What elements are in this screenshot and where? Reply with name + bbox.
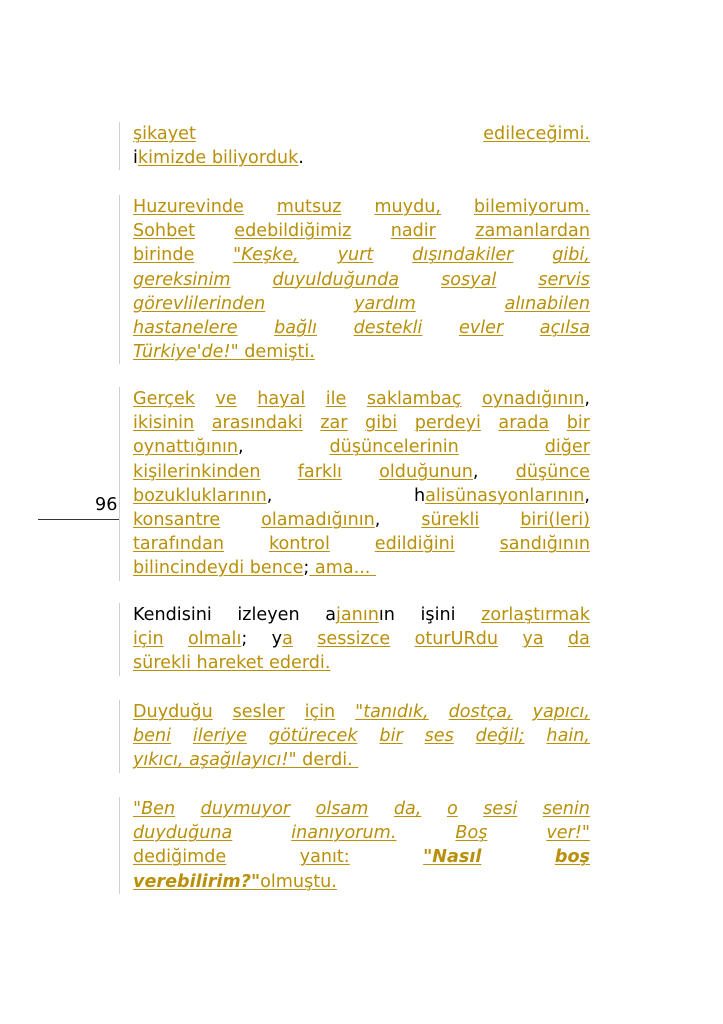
word: zamanlardan: [475, 221, 590, 242]
word: saklambaç: [366, 389, 462, 409]
word: işini: [420, 605, 456, 625]
word: perdeyi: [414, 413, 481, 434]
word: kontrol: [268, 534, 330, 555]
word: dostça,: [448, 702, 513, 722]
word: muydu,: [374, 197, 442, 217]
text-line: [133, 556, 590, 580]
word: Kendisini: [133, 605, 212, 625]
word: ileriye: [192, 726, 247, 747]
word-mixed: ver!": [546, 823, 590, 844]
word: mutsuz: [276, 197, 342, 217]
word: sesler: [232, 702, 285, 722]
text-line: [133, 146, 590, 170]
page-number: 96: [95, 495, 118, 515]
word: olsam: [315, 799, 369, 819]
word: sürekli hareket ederdi.: [133, 653, 331, 674]
word: o: [446, 799, 458, 819]
word: edileceğimi.: [483, 124, 590, 144]
text-line: [133, 748, 590, 772]
word: duyduğuna: [133, 823, 233, 844]
word: da,: [393, 799, 422, 819]
word: hayal: [257, 389, 306, 409]
word-mixed: Türkiye'de!" demişti.: [133, 342, 315, 363]
page-number-rule: [38, 519, 119, 520]
text-line: [133, 387, 590, 411]
word: izleyen: [237, 605, 300, 625]
word: bilemiyorum.: [473, 197, 590, 217]
word: yapıcı,: [532, 702, 590, 722]
word: birinde: [133, 245, 195, 266]
word: açılsa: [539, 317, 590, 338]
word: zar: [320, 413, 348, 434]
word: beni: [133, 726, 172, 747]
word: sessizce: [317, 629, 391, 650]
text-line: [133, 219, 590, 243]
word-mixed: ya: [271, 629, 293, 650]
paragraph-5: [119, 700, 590, 773]
word: sandığının: [499, 534, 590, 555]
word: servis: [538, 269, 590, 290]
word-mixed: bozukluklarının,: [133, 485, 273, 506]
word-mixed: "tanıdık,: [355, 702, 429, 722]
word: duymuyor: [200, 799, 291, 819]
word: sesi: [483, 799, 518, 819]
text-line: [133, 122, 590, 146]
word: götürecek: [268, 726, 358, 747]
word: tarafından: [133, 534, 225, 555]
word: hastanelere: [133, 317, 238, 338]
text-line: [133, 268, 590, 292]
text-line: [133, 340, 590, 364]
word: sürekli: [421, 509, 480, 530]
word: şikayet: [133, 124, 196, 144]
text-line: [133, 508, 590, 532]
text-line: [133, 411, 590, 435]
text-line: [133, 316, 590, 340]
word: görevlilerinden: [133, 293, 266, 314]
text-line: [133, 532, 590, 556]
word: konsantre: [133, 509, 221, 530]
word: Sohbet: [133, 221, 195, 242]
word: bir: [379, 726, 403, 747]
word: ses: [424, 726, 454, 747]
word: ve: [215, 389, 237, 409]
text-line: [133, 870, 590, 894]
text-line: [133, 724, 590, 748]
word: diğer: [544, 437, 590, 458]
word: değil;: [475, 726, 525, 747]
paragraph-1: [119, 122, 590, 170]
word: nadir: [390, 221, 436, 242]
word: düşüncelerinin: [329, 437, 459, 458]
text-line: [133, 821, 590, 845]
text-line: [133, 292, 590, 316]
word-mixed: olmalı;: [187, 629, 248, 650]
word: yurt: [337, 245, 374, 266]
text-line: [133, 195, 590, 219]
word: alınabilen: [504, 293, 590, 314]
word: için: [304, 702, 336, 722]
word: arasındaki: [211, 413, 303, 434]
word: hain,: [546, 726, 590, 747]
word-mixed: olamadığının,: [261, 509, 381, 530]
text-line: [133, 460, 590, 484]
paragraph-2: [119, 195, 590, 364]
word: da: [568, 629, 590, 650]
word: ile: [325, 389, 347, 409]
word-mixed: olduğunun,: [379, 461, 479, 482]
word: oturURdu: [414, 629, 499, 650]
word: Gerçek: [133, 389, 195, 409]
word: edildiğini: [374, 534, 455, 555]
word: evler: [459, 317, 504, 338]
word: Huzurevinde: [133, 197, 244, 217]
word: boş: [554, 847, 590, 868]
word: bir: [566, 413, 590, 434]
text-line: [133, 845, 590, 869]
text-line: [133, 243, 590, 267]
word: destekli: [353, 317, 423, 338]
paragraph-4: [119, 603, 590, 676]
word: inanıyorum.: [291, 823, 397, 844]
word: edebildiğimiz: [234, 221, 352, 242]
word: "Keşke,: [233, 245, 299, 266]
word-mixed: "Ben: [133, 799, 176, 819]
word: ya: [522, 629, 544, 650]
word-mixed: halisünasyonlarının,: [413, 485, 590, 506]
text-line: [133, 700, 590, 724]
paragraph-3: [119, 387, 590, 581]
text-line: [133, 651, 590, 675]
word: için: [133, 629, 164, 650]
word: farklı: [297, 461, 342, 482]
paragraph-6: [119, 797, 590, 894]
word-mixed: verebilirim?"olmuştu.: [133, 871, 337, 892]
word-mixed: bilincindeydi bence; ama...: [133, 558, 376, 579]
word: Duyduğu: [133, 702, 213, 722]
word: gereksinim: [133, 269, 231, 290]
word: senin: [542, 799, 590, 819]
word: dışındakiler: [412, 245, 514, 266]
word: bağlı: [274, 317, 318, 338]
word: duyulduğunda: [272, 269, 400, 290]
word: gibi: [365, 413, 398, 434]
text-line: [133, 603, 590, 627]
word: sosyal: [441, 269, 497, 290]
word: zorlaştırmak: [481, 605, 590, 625]
word: düşünce: [515, 461, 590, 482]
word-mixed: yıkıcı, aşağılayıcı!" derdi.: [133, 750, 359, 771]
word-mixed: oynadığının,: [481, 389, 590, 409]
word-mixed: ikimizde biliyorduk.: [133, 148, 304, 169]
word: yanıt:: [299, 847, 350, 868]
word-mixed: ajanının: [325, 605, 395, 625]
word: biri(leri): [520, 509, 590, 530]
text-line: [133, 797, 590, 821]
text-line: [133, 435, 590, 459]
text-line: [133, 627, 590, 651]
text-line: [133, 484, 590, 508]
word-mixed: "Nasıl: [423, 847, 482, 868]
word: ikisinin: [133, 413, 195, 434]
word: Boş: [455, 823, 488, 844]
word: yardım: [354, 293, 416, 314]
word: arada: [498, 413, 550, 434]
word: gibi,: [552, 245, 590, 266]
word: dediğimde: [133, 847, 227, 868]
word: kişilerinkinden: [133, 461, 261, 482]
word-mixed: oynattığının,: [133, 437, 244, 458]
